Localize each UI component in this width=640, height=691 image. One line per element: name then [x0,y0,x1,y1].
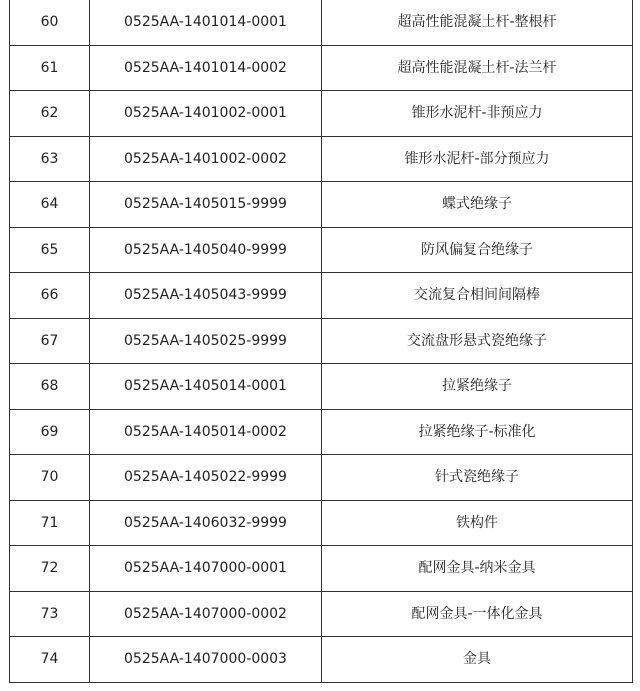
material-name-cell: 拉紧绝缘子-标准化 [322,409,633,455]
row-number-cell: 62 [10,91,90,137]
row-number-cell: 68 [10,364,90,410]
table-row [10,637,633,683]
row-number-cell: 71 [10,500,90,546]
material-code-cell: 0525AA-1405015-9999 [90,182,322,228]
table-row [10,0,633,45]
material-code-cell: 0525AA-1407000-0003 [90,637,322,683]
table-row [10,45,633,91]
material-code-cell: 0525AA-1401014-0002 [90,45,322,91]
material-code-cell: 0525AA-1401002-0002 [90,136,322,182]
material-code-cell: 0525AA-1405022-9999 [90,455,322,501]
table-row [10,273,633,319]
row-number-cell: 69 [10,409,90,455]
row-number-cell: 73 [10,591,90,637]
table-row [10,318,633,364]
table-row [10,182,633,228]
material-code-cell: 0525AA-1405040-9999 [90,227,322,273]
row-number-cell: 70 [10,455,90,501]
material-table-container [9,0,632,683]
material-code-cell: 0525AA-1405014-0002 [90,409,322,455]
material-name-cell: 交流盘形悬式瓷绝缘子 [322,318,633,364]
material-code-cell: 0525AA-1406032-9999 [90,500,322,546]
material-name-cell: 拉紧绝缘子 [322,364,633,410]
table-row [10,409,633,455]
row-number-cell: 72 [10,546,90,592]
material-name-cell: 锥形水泥杆-部分预应力 [322,136,633,182]
row-number-cell: 67 [10,318,90,364]
table-row [10,455,633,501]
table-row [10,546,633,592]
table-row [10,227,633,273]
material-code-cell: 0525AA-1407000-0002 [90,591,322,637]
row-number-cell: 74 [10,637,90,683]
row-number-cell: 64 [10,182,90,228]
material-name-cell: 针式瓷绝缘子 [322,455,633,501]
row-number-cell: 63 [10,136,90,182]
row-number-cell: 60 [10,0,90,45]
table-row [10,136,633,182]
material-name-cell: 蝶式绝缘子 [322,182,633,228]
material-name-cell: 锥形水泥杆-非预应力 [322,91,633,137]
material-code-cell: 0525AA-1405014-0001 [90,364,322,410]
material-table [9,0,633,683]
table-row [10,591,633,637]
row-number-cell: 61 [10,45,90,91]
material-name-cell: 超高性能混凝土杆-法兰杆 [322,45,633,91]
row-number-cell: 66 [10,273,90,319]
material-code-cell: 0525AA-1407000-0001 [90,546,322,592]
row-number-cell: 65 [10,227,90,273]
material-name-cell: 配网金具-纳米金具 [322,546,633,592]
material-name-cell: 交流复合相间间隔棒 [322,273,633,319]
table-row [10,364,633,410]
material-name-cell: 配网金具-一体化金具 [322,591,633,637]
material-code-cell: 0525AA-1401014-0001 [90,0,322,45]
table-row [10,500,633,546]
table-row [10,91,633,137]
material-code-cell: 0525AA-1405025-9999 [90,318,322,364]
material-code-cell: 0525AA-1401002-0001 [90,91,322,137]
material-name-cell: 金具 [322,637,633,683]
material-table-body [10,0,633,682]
material-code-cell: 0525AA-1405043-9999 [90,273,322,319]
material-name-cell: 防风偏复合绝缘子 [322,227,633,273]
material-name-cell: 铁构件 [322,500,633,546]
material-name-cell: 超高性能混凝土杆-整根杆 [322,0,633,45]
